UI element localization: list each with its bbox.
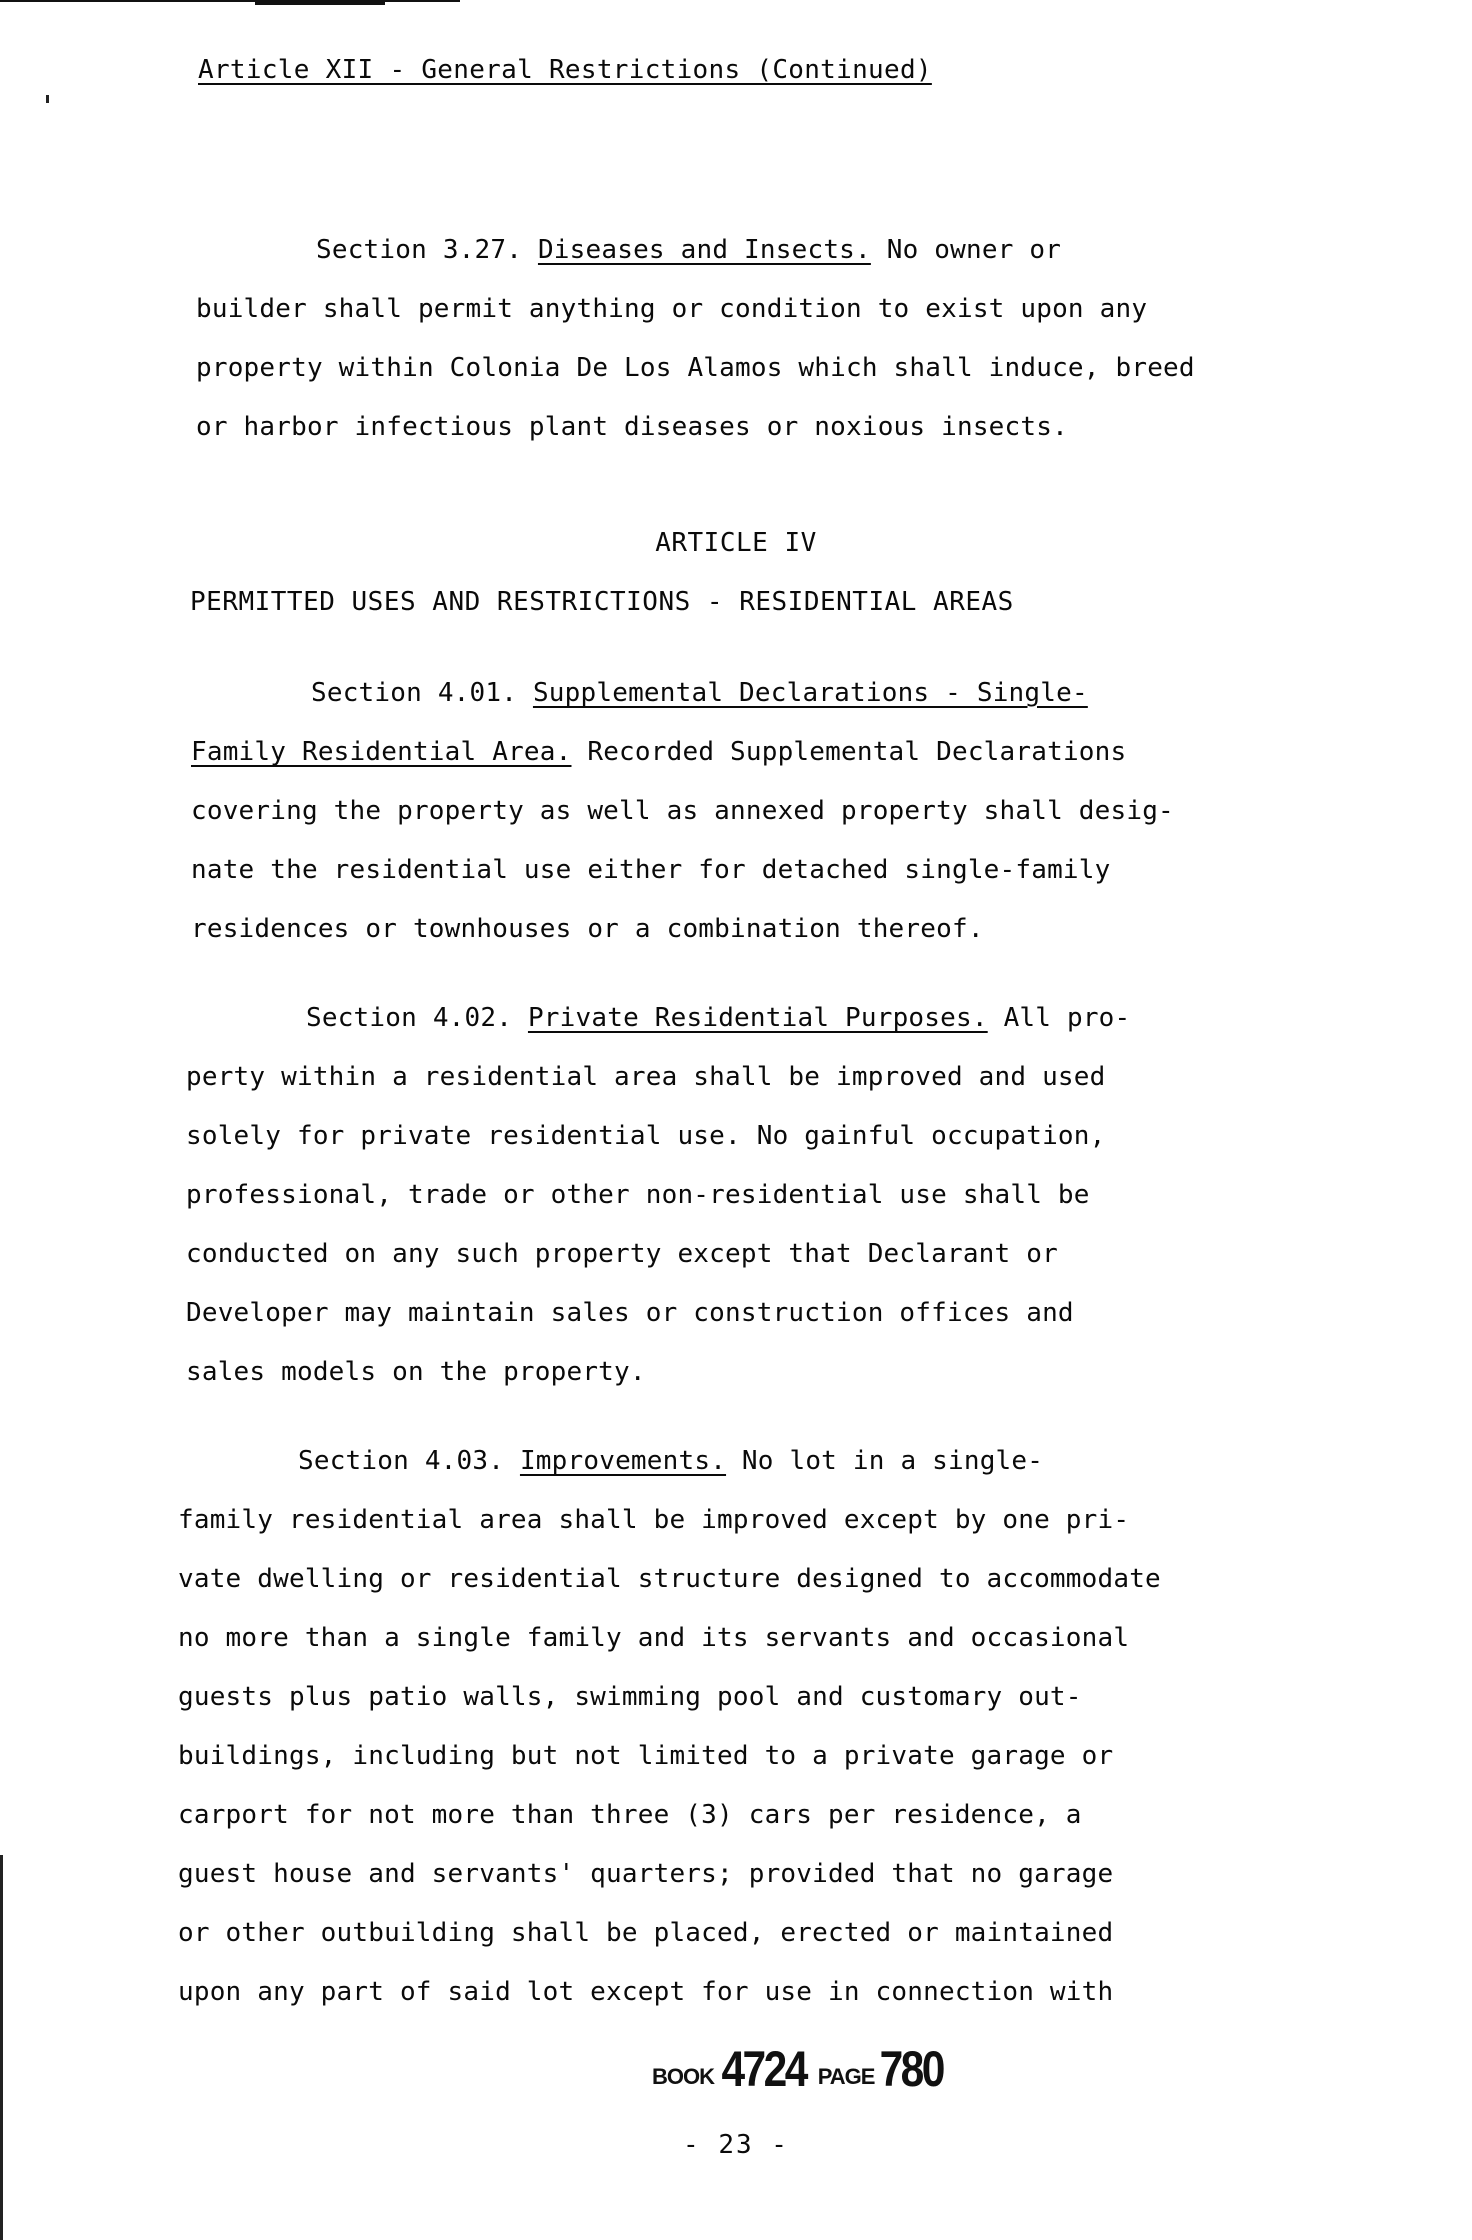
section-4-03-line-6: carport for not more than three (3) cars per residence, a xyxy=(178,1800,1082,1830)
section-4-03-line-7: guest house and servants' quarters; provided that no garage xyxy=(178,1859,1114,1889)
section-4-03-line-9: upon any part of said lot except for use in connection with xyxy=(178,1977,1114,2007)
section-4-02-number: Section 4.02. xyxy=(306,1003,513,1033)
book-page-stamp xyxy=(652,2040,949,2098)
section-4-03-line-0: No lot in a single- xyxy=(741,1446,1044,1476)
section-4-03-first-line xyxy=(178,1432,1161,1491)
section-4-02 xyxy=(186,989,1130,1402)
article-subtitle: PERMITTED USES AND RESTRICTIONS - RESIDENTIAL AREAS xyxy=(190,587,1014,617)
section-4-01-title-cont: Family Residential Area. xyxy=(191,737,572,767)
section-3-27-first-line xyxy=(196,221,1195,280)
page-ref: 780 xyxy=(879,2041,944,2097)
section-4-03 xyxy=(178,1432,1161,2022)
section-4-01-number: Section 4.01. xyxy=(311,678,518,708)
section-4-03-line-1: family residential area shall be improved except by one pri- xyxy=(178,1505,1130,1535)
section-4-03-number: Section 4.03. xyxy=(298,1446,505,1476)
section-4-03-line-8: or other outbuilding shall be placed, erected or maintained xyxy=(178,1918,1114,1948)
section-4-02-line-2: solely for private residential use. No gainful occupation, xyxy=(186,1121,1106,1151)
scan-artifact-top-smudge xyxy=(255,0,385,5)
section-4-03-title: Improvements. xyxy=(519,1446,727,1476)
section-4-01-title: Supplemental Declarations - Single- xyxy=(532,678,1088,708)
section-3-27-line-0: No owner or xyxy=(886,235,1062,265)
scan-artifact-margin-mark xyxy=(46,95,49,103)
article-title: ARTICLE IV xyxy=(655,528,817,558)
section-4-02-line-0: All pro- xyxy=(1003,1003,1131,1033)
section-4-02-line-3: professional, trade or other non-residential use shall be xyxy=(186,1180,1090,1210)
section-4-03-line-4: guests plus patio walls, swimming pool and customary out- xyxy=(178,1682,1082,1712)
section-4-03-line-2: vate dwelling or residential structure designed to accommodate xyxy=(178,1564,1161,1594)
section-4-02-line-5: Developer may maintain sales or construction offices and xyxy=(186,1298,1074,1328)
page-label: PAGE xyxy=(817,2064,875,2089)
section-3-27-number: Section 3.27. xyxy=(316,235,523,265)
section-3-27 xyxy=(196,221,1195,457)
book-label: BOOK xyxy=(652,2064,714,2089)
section-4-01-line-2: nate the residential use either for detached single-family xyxy=(191,855,1111,885)
section-4-01-second-line xyxy=(191,723,1174,782)
section-3-27-line-2: property within Colonia De Los Alamos which shall induce, breed xyxy=(196,353,1195,383)
section-4-01-line-0: Recorded Supplemental Declarations xyxy=(587,737,1127,767)
section-3-27-line-3: or harbor infectious plant diseases or noxious insects. xyxy=(196,412,1068,442)
section-4-02-first-line xyxy=(186,989,1130,1048)
section-4-03-line-3: no more than a single family and its servants and occasional xyxy=(178,1623,1130,1653)
section-4-03-line-5: buildings, including but not limited to a private garage or xyxy=(178,1741,1114,1771)
page-header: Article XII - General Restrictions (Continued) xyxy=(198,55,932,85)
page-number: - 23 - xyxy=(683,2130,789,2160)
section-4-01-line-3: residences or townhouses or a combination thereof. xyxy=(191,914,984,944)
section-3-27-title: Diseases and Insects. xyxy=(537,235,871,265)
section-4-02-line-4: conducted on any such property except that Declarant or xyxy=(186,1239,1058,1269)
section-4-02-line-1: perty within a residential area shall be improved and used xyxy=(186,1062,1106,1092)
scan-artifact-top-rule xyxy=(0,0,460,2)
book-number: 4724 xyxy=(721,2041,806,2097)
section-4-01-first-line xyxy=(191,664,1174,723)
section-3-27-line-1: builder shall permit anything or condition to exist upon any xyxy=(196,294,1148,324)
section-4-02-title: Private Residential Purposes. xyxy=(527,1003,988,1033)
section-4-01-line-1: covering the property as well as annexed property shall desig- xyxy=(191,796,1174,826)
section-4-01 xyxy=(191,664,1174,959)
scan-artifact-left-edge xyxy=(0,1855,3,2240)
section-4-02-line-6: sales models on the property. xyxy=(186,1357,646,1387)
